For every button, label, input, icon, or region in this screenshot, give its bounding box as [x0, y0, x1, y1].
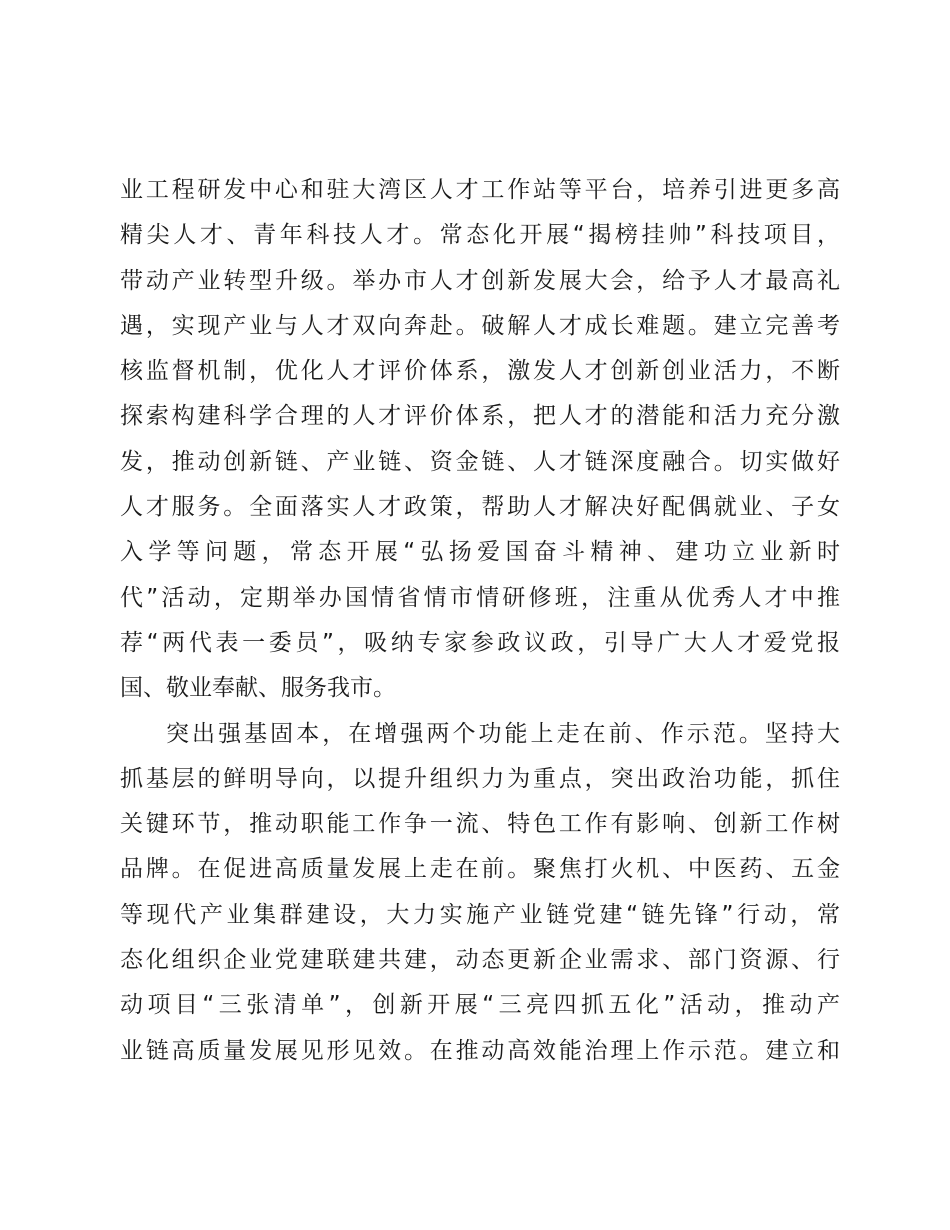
- text-line: 突出强基固本，在增强两个功能上走在前、作示范。坚持大: [166, 720, 840, 747]
- text-line: 入学等问题，常态开展“弘扬爱国奋斗精神、建功立业新时: [120, 539, 840, 566]
- text-line: 业链高质量发展见形见效。在推动高效能治理上作示范。建立和: [120, 1037, 840, 1064]
- body-text: [120, 168, 840, 1074]
- text-line: 动项目“三张清单”，创新开展“三亮四抓五化”活动，推动产: [120, 992, 840, 1019]
- text-line: 精尖人才、青年科技人才。常态化开展“揭榜挂帅”科技项目，: [120, 222, 840, 249]
- text-line: 核监督机制，优化人才评价体系，激发人才创新创业活力，不断: [120, 358, 840, 385]
- text-line: 发，推动创新链、产业链、资金链、人才链深度融合。切实做好: [120, 448, 840, 475]
- text-line: 荐“两代表一委员”，吸纳专家参政议政，引导广大人才爱党报: [120, 629, 840, 656]
- text-line: 国、敬业奉献、服务我市。: [120, 675, 396, 702]
- text-line: 态化组织企业党建联建共建，动态更新企业需求、部门资源、行: [120, 947, 840, 974]
- text-line: 遇，实现产业与人才双向奔赴。破解人才成长难题。建立完善考: [120, 312, 840, 339]
- text-line: 业工程研发中心和驻大湾区人才工作站等平台，培养引进更多高: [120, 177, 840, 203]
- text-line: 人才服务。全面落实人才政策，帮助人才解决好配偶就业、子女: [120, 494, 840, 521]
- text-line: 代”活动，定期举办国情省情市情研修班，注重从优秀人才中推: [120, 584, 840, 611]
- paragraph-talent-services: [120, 168, 840, 712]
- text-line: 品牌。在促进高质量发展上走在前。聚焦打火机、中医药、五金: [120, 856, 840, 883]
- text-line: 关键环节，推动职能工作争一流、特色工作有影响、创新工作树: [120, 811, 840, 838]
- paragraph-grassroots: [120, 712, 840, 1074]
- text-line: 探索构建科学合理的人才评价体系，把人才的潜能和活力充分激: [120, 403, 840, 430]
- text-line: 带动产业转型升级。举办市人才创新发展大会，给予人才最高礼: [120, 267, 840, 294]
- text-line: 抓基层的鲜明导向，以提升组织力为重点，突出政治功能，抓住: [120, 765, 840, 792]
- text-line: 等现代产业集群建设，大力实施产业链党建“链先锋”行动，常: [120, 901, 840, 928]
